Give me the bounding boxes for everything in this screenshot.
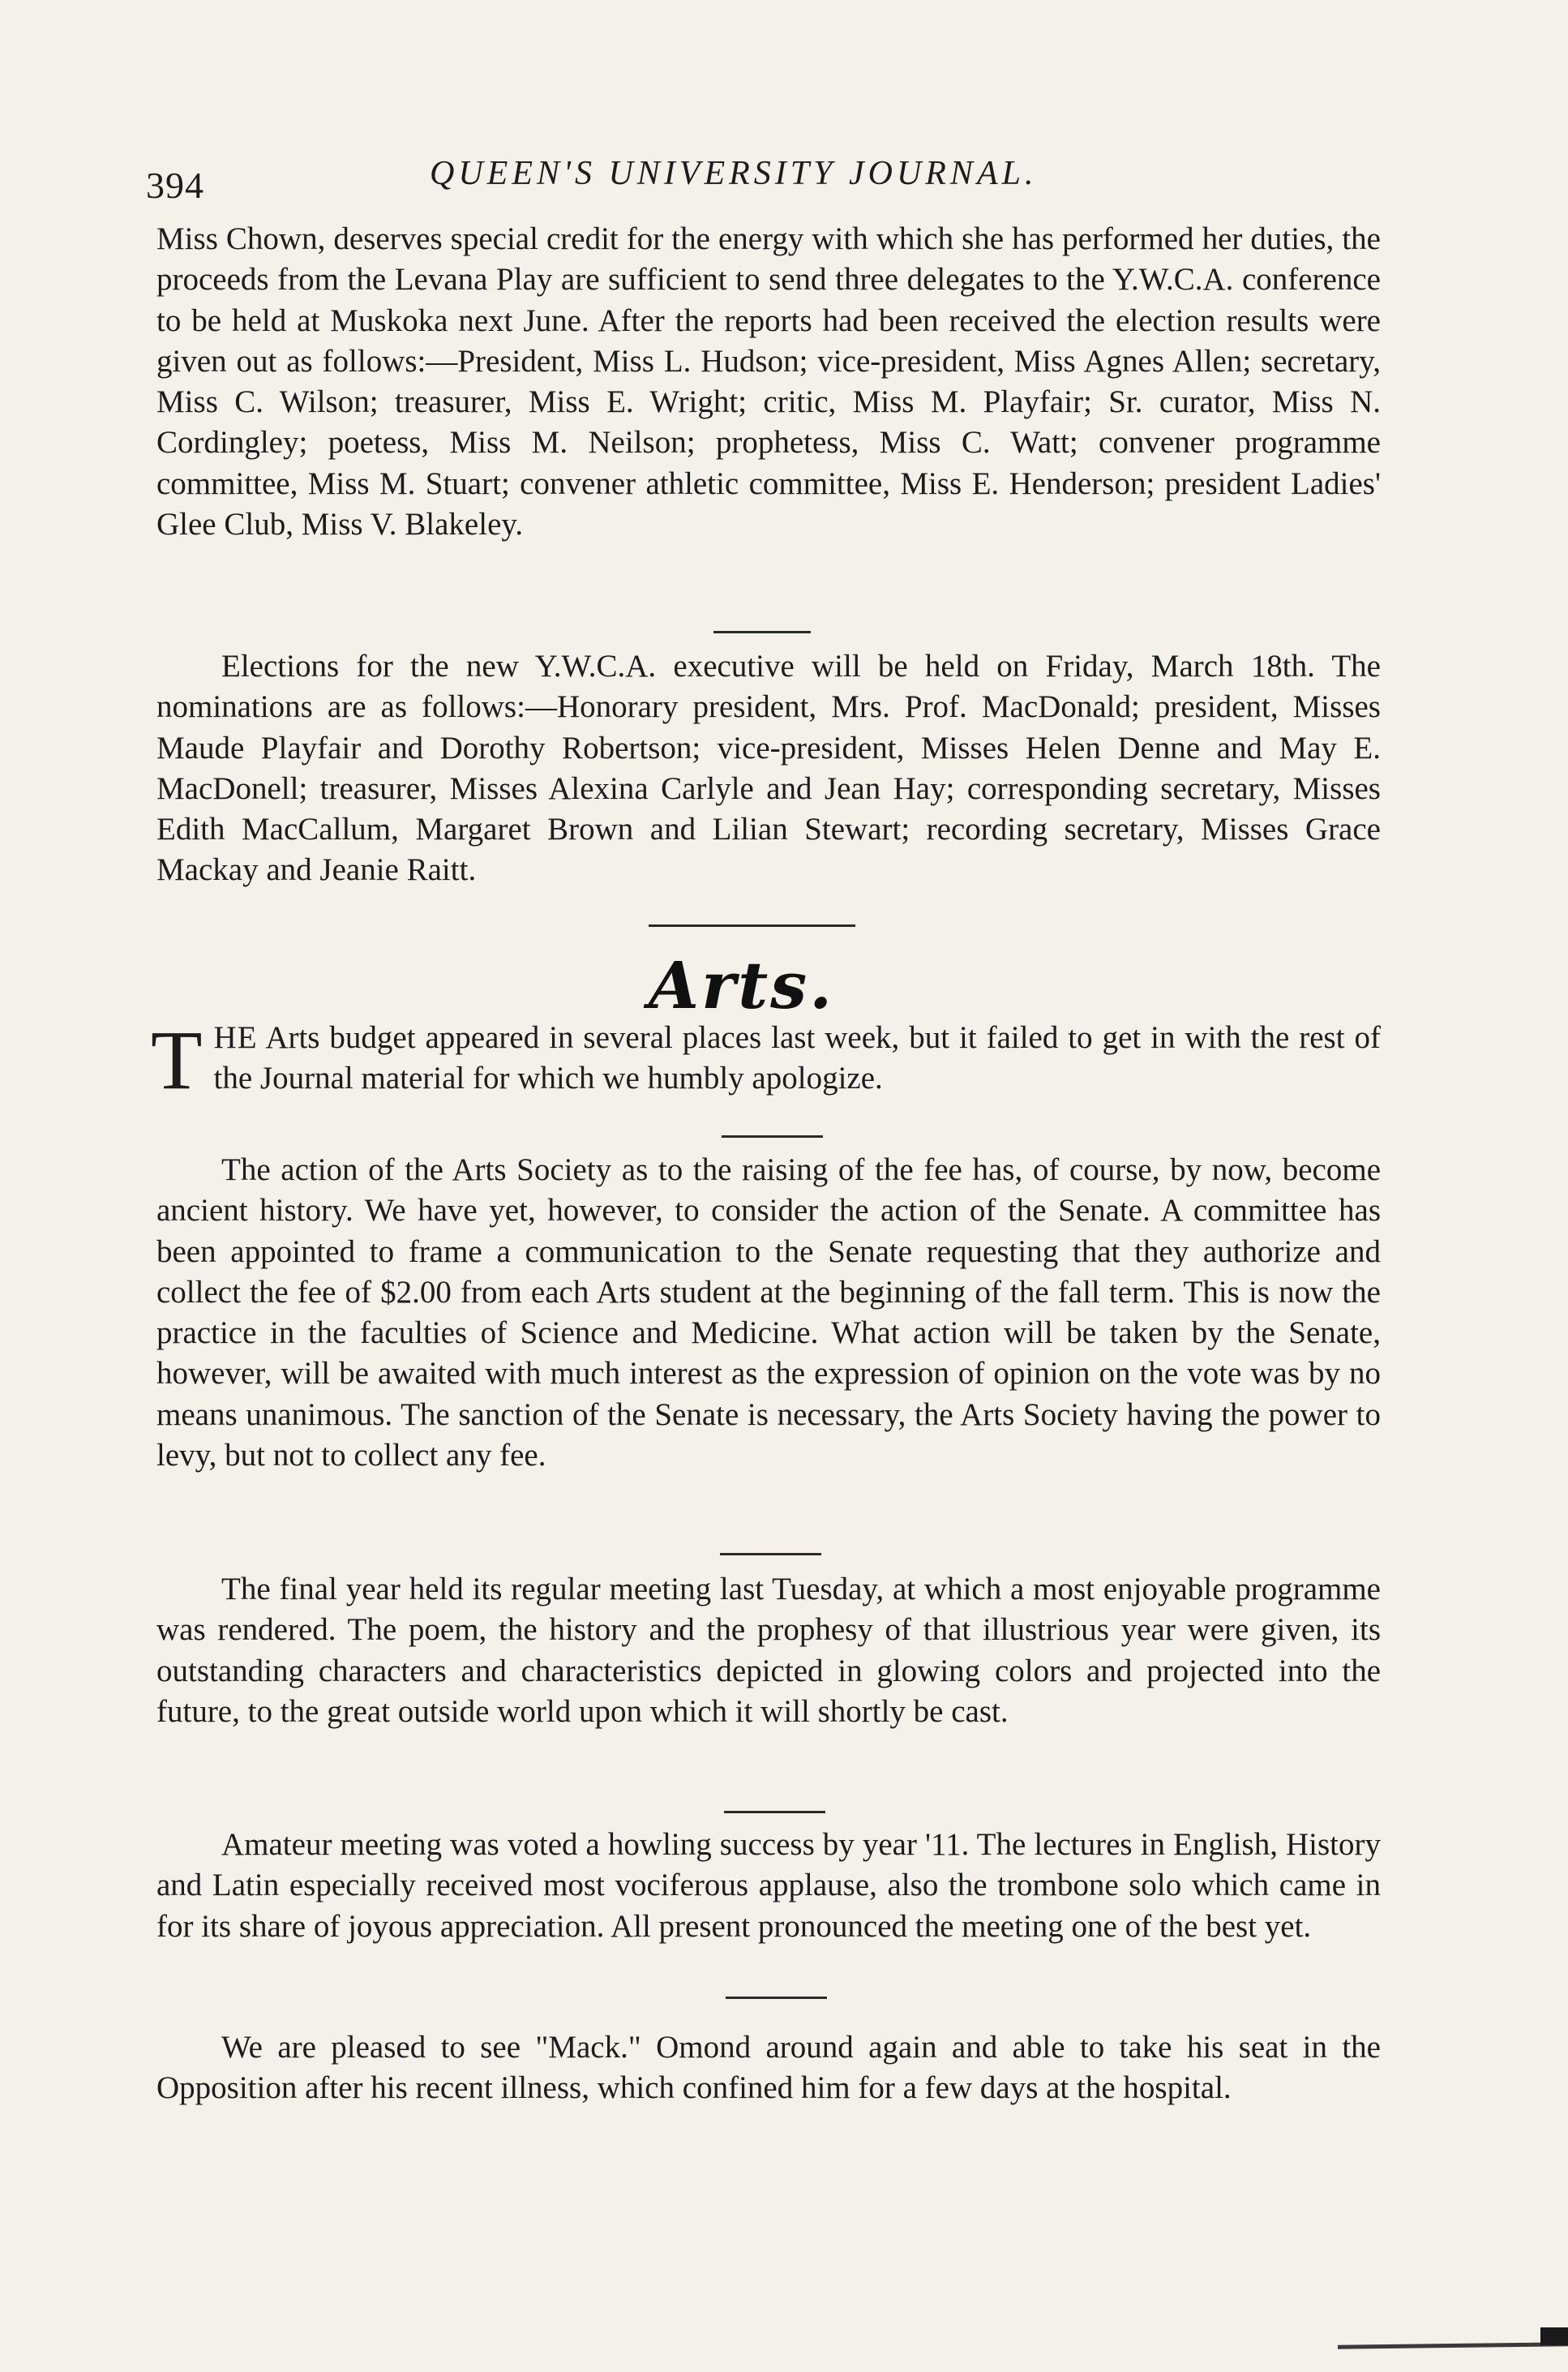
section-divider <box>726 1997 827 1999</box>
amateur-meeting-article <box>156 1825 1381 1947</box>
amateur-meeting-paragraph: Amateur meeting was voted a howling success by year '11. The lectures in English, History and Latin especially received most vociferous applause, also the trombone solo which came in for its share of joyous appreciation. All present pronounced the meeting one of the best yet. <box>156 1827 1381 1944</box>
arts-section-title: Arts. <box>649 947 835 1023</box>
final-year-paragraph: The final year held its regular meeting last Tuesday, at which a most enjoyable programme was rendered. The poem, the history and the prophesy of that illustrious year were given, its outstanding characters and characteristics depicted in glowing colors and projected into the future, to the great outside world upon which it will shortly be cast. <box>156 1572 1381 1729</box>
ywca-elections <box>156 646 1381 891</box>
final-year-article <box>156 1569 1381 1732</box>
levana-report <box>156 219 1381 545</box>
page-edge-shadow <box>1338 2342 1568 2348</box>
page-header <box>146 154 1411 211</box>
section-divider <box>724 1811 825 1813</box>
ywca-elections-paragraph: Elections for the new Y.W.C.A. executive will be held on Friday, March 18th. The nominations are as follows:—Honorary president, Mrs. Prof. MacDonald; president, Misses Maude Playfair and Dorothy Robertson; vice-president, Misses Helen Denne and May E. MacDonell; treasurer, Misses Alexina Carlyle and Jean Hay; corresponding secretary, Misses Edith MacCallum, Margaret Brown and Lilian Stewart; recording secretary, Misses Grace Mackay and Jeanie Raitt. <box>156 649 1381 888</box>
running-head: QUEEN'S UNIVERSITY JOURNAL. <box>430 155 1038 192</box>
section-divider <box>722 1135 823 1138</box>
omond-paragraph: We are pleased to see "Mack." Omond around again and able to take his seat in the Opposition after his recent illness, which confined him for a few days at the hospital. <box>156 2030 1381 2106</box>
arts-intro-first-words: HE <box>213 1020 258 1055</box>
page-corner-shadow <box>1540 2327 1568 2345</box>
levana-report-paragraph: Miss Chown, deserves special credit for the energy with which she has performed her duties, the proceeds from the Levana Play are sufficient to send three delegates to the Y.W.C.A. conference to be held at Muskoka next June. After the reports had been received the election results were given out as follows:—President, Miss L. Hudson; vice-president, Miss Agnes Allen; secretary, Miss C. Wilson; treasurer, Miss E. Wright; critic, Miss M. Playfair; Sr. curator, Miss N. Cordingley; poetess, Miss M. Neilson; prophetess, Miss C. Watt; convener programme committee, Miss M. Stuart; convener athletic committee, Miss E. Henderson; president Ladies' Glee Club, Miss V. Blakeley. <box>156 221 1381 543</box>
arts-fee-article <box>156 1150 1381 1476</box>
arts-fee-paragraph: The action of the Arts Society as to the raising of the fee has, of course, by now, become ancient history. We have yet, however, to consider the action of the Senate. A committee has been appointed to frame a communication to the Senate requesting that they authorize and collect the fee of $2.00 from each Arts student at the beginning of the fall term. This is now the practice in the faculties of Science and Medicine. What action will be taken by the Senate, however, will be awaited with much interest as the expression of opinion on the vote was by no means unanimous. The sanction of the Senate is necessary, the Arts Society having the power to levy, but not to collect any fee. <box>156 1152 1381 1473</box>
arts-intro-text: Arts budget appeared in several places last week, but it failed to get in with the rest of the Journal material for which we humbly apologize. <box>213 1020 1381 1096</box>
drop-cap: T <box>151 1014 203 1107</box>
section-divider <box>649 924 855 927</box>
page-number: 394 <box>146 165 204 206</box>
arts-intro <box>151 1014 1381 1107</box>
omond-article <box>156 2027 1381 2109</box>
section-divider <box>713 631 811 633</box>
section-divider <box>720 1553 821 1555</box>
